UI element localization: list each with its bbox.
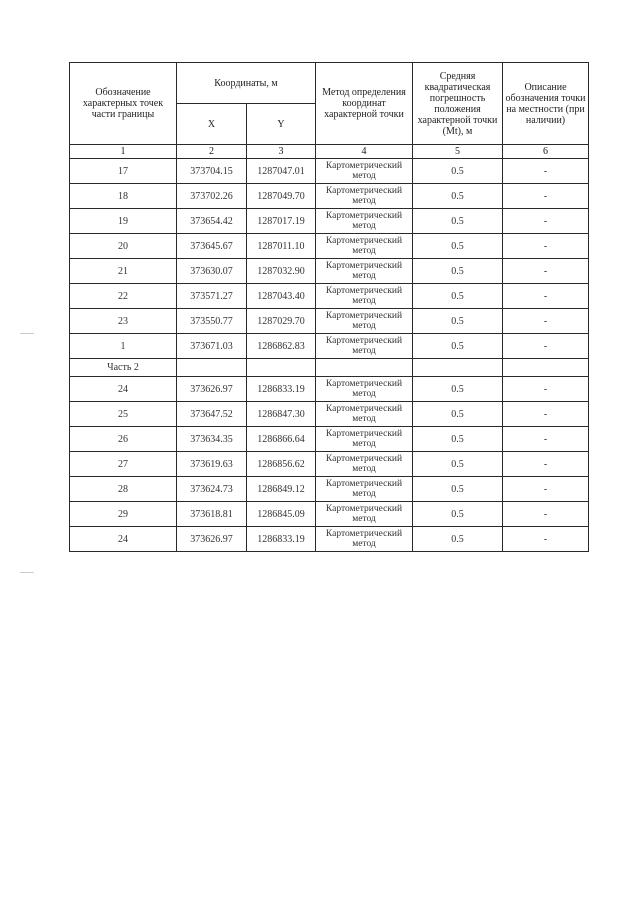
method-cell: Картометрический метод — [316, 527, 413, 552]
y-coordinate-cell: 1287017.19 — [247, 209, 316, 234]
method-cell: Картометрический метод — [316, 184, 413, 209]
y-coordinate-cell: 1287029.70 — [247, 309, 316, 334]
error-cell: 0.5 — [413, 502, 503, 527]
description-cell: - — [503, 184, 589, 209]
table-row — [70, 309, 589, 334]
x-coordinate-cell: 373550.77 — [177, 309, 247, 334]
description-cell: - — [503, 309, 589, 334]
method-cell: Картометрический метод — [316, 427, 413, 452]
description-cell: - — [503, 452, 589, 477]
method-cell: Картометрический метод — [316, 377, 413, 402]
x-coordinate-cell: 373645.67 — [177, 234, 247, 259]
x-coordinate-cell: 373702.26 — [177, 184, 247, 209]
point-cell: 20 — [70, 234, 177, 259]
y-coordinate-cell: 1286833.19 — [247, 527, 316, 552]
y-coordinate-cell: 1286862.83 — [247, 334, 316, 359]
y-coordinate-cell: 1286849.12 — [247, 477, 316, 502]
table-row — [70, 477, 589, 502]
table-row — [70, 334, 589, 359]
error-cell: 0.5 — [413, 477, 503, 502]
column-number-5: 5 — [413, 145, 503, 159]
y-coordinate-cell: 1286833.19 — [247, 377, 316, 402]
section-empty-cell — [503, 359, 589, 377]
point-cell: 25 — [70, 402, 177, 427]
y-coordinate-cell: 1287047.01 — [247, 159, 316, 184]
description-cell: - — [503, 259, 589, 284]
section-empty-cell — [316, 359, 413, 377]
part2-rows — [70, 377, 589, 552]
point-cell: 28 — [70, 477, 177, 502]
header-point-designation: Обозначение характерных точек части границы — [70, 63, 177, 145]
method-cell: Картометрический метод — [316, 234, 413, 259]
y-coordinate-cell: 1287011.10 — [247, 234, 316, 259]
table-row — [70, 527, 589, 552]
x-coordinate-cell: 373571.27 — [177, 284, 247, 309]
description-cell: - — [503, 427, 589, 452]
x-coordinate-cell: 373626.97 — [177, 527, 247, 552]
header-coordinates: Координаты, м — [177, 63, 316, 104]
y-coordinate-cell: 1286866.64 — [247, 427, 316, 452]
description-cell: - — [503, 209, 589, 234]
method-cell: Картометрический метод — [316, 284, 413, 309]
x-coordinate-cell: 373704.15 — [177, 159, 247, 184]
point-cell: 19 — [70, 209, 177, 234]
description-cell: - — [503, 527, 589, 552]
header-y: Y — [247, 104, 316, 145]
error-cell: 0.5 — [413, 334, 503, 359]
table-row — [70, 209, 589, 234]
scan-margin-mark — [20, 333, 34, 334]
part1-rows — [70, 159, 589, 359]
y-coordinate-cell: 1286847.30 — [247, 402, 316, 427]
method-cell: Картометрический метод — [316, 502, 413, 527]
section-empty-cell — [413, 359, 503, 377]
error-cell: 0.5 — [413, 377, 503, 402]
description-cell: - — [503, 377, 589, 402]
method-cell: Картометрический метод — [316, 402, 413, 427]
description-cell: - — [503, 334, 589, 359]
point-cell: 26 — [70, 427, 177, 452]
section-empty-cell — [247, 359, 316, 377]
section-label: Часть 2 — [70, 359, 177, 377]
description-cell: - — [503, 284, 589, 309]
error-cell: 0.5 — [413, 452, 503, 477]
table-row — [70, 502, 589, 527]
table-row — [70, 184, 589, 209]
x-coordinate-cell: 373618.81 — [177, 502, 247, 527]
description-cell: - — [503, 234, 589, 259]
table-row — [70, 377, 589, 402]
point-cell: 1 — [70, 334, 177, 359]
coordinates-table — [69, 62, 589, 552]
y-coordinate-cell: 1286845.09 — [247, 502, 316, 527]
point-cell: 17 — [70, 159, 177, 184]
description-cell: - — [503, 159, 589, 184]
x-coordinate-cell: 373630.07 — [177, 259, 247, 284]
error-cell: 0.5 — [413, 234, 503, 259]
x-coordinate-cell: 373654.42 — [177, 209, 247, 234]
column-number-6: 6 — [503, 145, 589, 159]
table-row — [70, 427, 589, 452]
y-coordinate-cell: 1287032.90 — [247, 259, 316, 284]
column-number-3: 3 — [247, 145, 316, 159]
table-row — [70, 402, 589, 427]
method-cell: Картометрический метод — [316, 452, 413, 477]
error-cell: 0.5 — [413, 284, 503, 309]
x-coordinate-cell: 373626.97 — [177, 377, 247, 402]
method-cell: Картометрический метод — [316, 259, 413, 284]
error-cell: 0.5 — [413, 184, 503, 209]
y-coordinate-cell: 1286856.62 — [247, 452, 316, 477]
method-cell: Картометрический метод — [316, 477, 413, 502]
column-number-4: 4 — [316, 145, 413, 159]
point-cell: 18 — [70, 184, 177, 209]
table-row — [70, 259, 589, 284]
column-number-1: 1 — [70, 145, 177, 159]
table-row — [70, 284, 589, 309]
header-mean-square-error: Средняя квадратическая погрешность положения характерной точки (Mt), м — [413, 63, 503, 145]
point-cell: 21 — [70, 259, 177, 284]
error-cell: 0.5 — [413, 402, 503, 427]
x-coordinate-cell: 373619.63 — [177, 452, 247, 477]
y-coordinate-cell: 1287049.70 — [247, 184, 316, 209]
point-cell: 22 — [70, 284, 177, 309]
header-x: X — [177, 104, 247, 145]
scan-margin-mark — [20, 572, 34, 573]
table-row — [70, 159, 589, 184]
method-cell: Картометрический метод — [316, 309, 413, 334]
error-cell: 0.5 — [413, 259, 503, 284]
point-cell: 29 — [70, 502, 177, 527]
point-cell: 24 — [70, 377, 177, 402]
y-coordinate-cell: 1287043.40 — [247, 284, 316, 309]
point-cell: 23 — [70, 309, 177, 334]
method-cell: Картометрический метод — [316, 334, 413, 359]
description-cell: - — [503, 402, 589, 427]
error-cell: 0.5 — [413, 527, 503, 552]
column-number-2: 2 — [177, 145, 247, 159]
error-cell: 0.5 — [413, 309, 503, 334]
x-coordinate-cell: 373634.35 — [177, 427, 247, 452]
table-row — [70, 234, 589, 259]
error-cell: 0.5 — [413, 209, 503, 234]
error-cell: 0.5 — [413, 159, 503, 184]
point-cell: 24 — [70, 527, 177, 552]
header-description: Описание обозначения точки на местности (при наличии) — [503, 63, 589, 145]
method-cell: Картометрический метод — [316, 209, 413, 234]
description-cell: - — [503, 502, 589, 527]
x-coordinate-cell: 373624.73 — [177, 477, 247, 502]
table-row — [70, 452, 589, 477]
description-cell: - — [503, 477, 589, 502]
x-coordinate-cell: 373647.52 — [177, 402, 247, 427]
point-cell: 27 — [70, 452, 177, 477]
x-coordinate-cell: 373671.03 — [177, 334, 247, 359]
header-method: Метод определения координат характерной точки — [316, 63, 413, 145]
error-cell: 0.5 — [413, 427, 503, 452]
method-cell: Картометрический метод — [316, 159, 413, 184]
section-empty-cell — [177, 359, 247, 377]
